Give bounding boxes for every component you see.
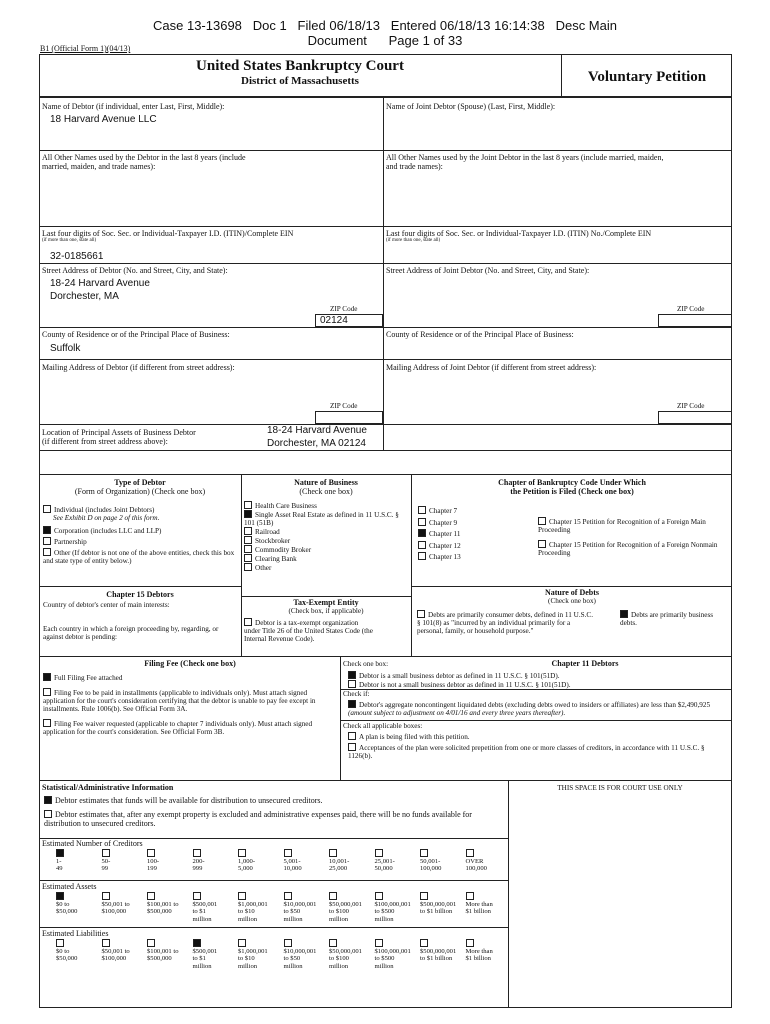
estimate-0-label-5: 5,001- 10,000 — [283, 858, 302, 873]
estimate-2-checkbox-7[interactable] — [375, 939, 383, 947]
estimate-0-label-2: 100- 199 — [147, 858, 160, 873]
chapter-11-check-all: Check all applicable boxes: — [343, 722, 423, 730]
street-line2[interactable]: Dorchester, MA — [50, 291, 119, 302]
estimated-liabilities-options — [56, 939, 506, 973]
ein-sub: (if more than one, state all) — [42, 238, 97, 243]
type-of-debtor-title: Type of Debtor — [114, 478, 166, 487]
estimate-1-option-0[interactable] — [56, 892, 94, 916]
option-fee-waiver[interactable]: Filing Fee waiver requested (applicable to chapter 7 individuals only). Must attach signed application for the court's consideration. See Official Form 3B. — [43, 720, 313, 736]
option-consumer-debts[interactable]: Debts are primarily consumer debts, defined in 11 U.S.C. § 101(8) as "incurred by an individual primarily for a personal, family, or household purpose." — [417, 611, 594, 635]
checkbox-chapter-7[interactable] — [418, 506, 426, 514]
estimate-0-option-4[interactable] — [238, 849, 276, 873]
zip-value[interactable]: 02124 — [320, 315, 348, 326]
option-clearing-bank[interactable]: Clearing Bank — [244, 554, 409, 563]
option-not-small-business[interactable]: Debtor is not a small business debtor as defined in 11 U.S.C. § 101(51D). — [348, 680, 728, 689]
option-chapter-7[interactable]: Chapter 7 — [418, 506, 518, 518]
county-label: County of Residence or of the Principal Place of Business: — [42, 330, 230, 339]
tax-exempt-title: Tax-Exempt Entity — [293, 598, 359, 607]
mailing-zip-label: ZIP Code — [330, 402, 358, 410]
option-acceptances[interactable]: Acceptances of the plan were solicited prepetition from one or more classes of creditors, in accordance with 11 U.S.C. § 1126(b). — [348, 744, 705, 760]
option-small-business[interactable]: Debtor is a small business debtor as defined in 11 U.S.C. § 101(51D). — [348, 671, 728, 680]
joint-other-names-label: All Other Names used by the Joint Debtor in the last 8 years (include married, maiden, and trade names): — [386, 153, 664, 171]
statistical-options — [44, 796, 504, 828]
court-title — [40, 58, 560, 87]
estimate-1-label-5: $10,000,001 to $50 million — [283, 901, 317, 923]
option-railroad[interactable]: Railroad — [244, 527, 409, 536]
estimate-0-label-4: 1,000- 5,000 — [238, 858, 256, 873]
chapter-title: Chapter of Bankruptcy Code Under Which — [498, 478, 646, 487]
estimate-0-option-3[interactable] — [193, 849, 231, 873]
checkbox-partnership[interactable] — [43, 537, 51, 545]
checkbox-clearing-bank[interactable] — [244, 554, 252, 562]
estimate-2-option-1[interactable] — [102, 939, 140, 963]
estimate-2-checkbox-6[interactable] — [329, 939, 337, 947]
estimate-1-checkbox-1[interactable] — [102, 892, 110, 900]
estimate-2-option-5[interactable] — [284, 939, 322, 970]
estimate-0-label-7: 25,001- 50,000 — [374, 858, 395, 873]
joint-ein-label: Last four digits of Soc. Sec. or Individual-Taxpayer I.D. (ITIN) No./Complete EIN — [386, 229, 652, 238]
estimate-0-checkbox-2[interactable] — [147, 849, 155, 857]
estimate-0-option-6[interactable] — [329, 849, 367, 873]
option-other-entity[interactable]: Other (If debtor is not one of the above entities, check this box and state type of entity below.) — [43, 549, 235, 565]
district-name: District of Massachusetts — [241, 75, 359, 87]
option-commodity-broker[interactable]: Commodity Broker — [244, 545, 409, 554]
option-other-business[interactable]: Other — [244, 563, 409, 572]
tax-exempt-header — [242, 599, 410, 615]
checkbox-chapter-13[interactable] — [418, 552, 426, 560]
estimate-1-option-1[interactable] — [102, 892, 140, 916]
estimate-1-label-8: $500,000,001 to $1 billion — [420, 901, 457, 916]
estimate-2-label-3: $500,001 to $1 million — [192, 948, 218, 970]
estimated-creditors-options — [56, 849, 506, 879]
checkbox-chapter-15-nonmain[interactable] — [538, 540, 546, 548]
option-business-debts[interactable]: Debts are primarily business debts. — [620, 611, 714, 627]
estimate-2-label-0: $0 to $50,000 — [56, 948, 78, 963]
form-id: B1 (Official Form 1)(04/13) — [40, 44, 131, 53]
checkbox-business-debts[interactable] — [620, 610, 628, 618]
estimated-assets-options — [56, 892, 506, 926]
estimate-1-option-4[interactable] — [238, 892, 276, 923]
estimate-2-option-6[interactable] — [329, 939, 367, 970]
estimate-1-option-3[interactable] — [193, 892, 231, 923]
nature-of-business-sub: (Check one box) — [299, 487, 353, 496]
estimated-creditors-label: Estimated Number of Creditors — [42, 839, 143, 848]
chapter-11-options — [348, 671, 728, 689]
location-label-1: Location of Principal Assets of Business Debtor — [42, 428, 196, 437]
option-corporation[interactable]: Corporation (includes LLC and LLP) — [43, 526, 238, 535]
estimate-1-option-8[interactable] — [420, 892, 458, 916]
chapter-15-debtors-title: Chapter 15 Debtors — [106, 590, 174, 599]
estimate-2-option-9[interactable] — [466, 939, 504, 963]
estimate-1-option-6[interactable] — [329, 892, 367, 923]
estimate-1-checkbox-5[interactable] — [284, 892, 292, 900]
tax-exempt-option[interactable]: Debtor is a tax-exempt organization under Title 26 of the United States Code (the Internal Revenue Code). — [244, 619, 373, 643]
estimate-0-label-9: OVER 100,000 — [465, 858, 487, 873]
checkbox-full-fee[interactable] — [43, 673, 51, 681]
joint-ein-sub: (if more than one, state all) — [386, 238, 441, 243]
estimate-0-checkbox-3[interactable] — [193, 849, 201, 857]
checkbox-health-care[interactable] — [244, 501, 252, 509]
county-value[interactable]: Suffolk — [50, 343, 81, 354]
estimate-1-option-5[interactable] — [284, 892, 322, 923]
joint-zip-label: ZIP Code — [677, 305, 705, 313]
chapter-11-plan-options — [348, 732, 728, 760]
estimate-1-option-2[interactable] — [147, 892, 185, 916]
estimate-2-label-2: $100,001 to $500,000 — [147, 948, 179, 963]
option-chapter-15-main[interactable]: Chapter 15 Petition for Recognition of a Foreign Main Proceeding — [538, 518, 706, 534]
option-chapter-12[interactable]: Chapter 12 — [418, 541, 518, 553]
estimate-1-checkbox-9[interactable] — [466, 892, 474, 900]
statistical-title: Statistical/Administrative Information — [42, 783, 174, 792]
document-page-line: Document Page 1 of 33 — [307, 33, 463, 48]
checkbox-acceptances[interactable] — [348, 743, 356, 751]
option-health-care[interactable]: Health Care Business — [244, 501, 409, 510]
filing-fee-title: Filing Fee (Check one box) — [144, 659, 236, 668]
other-names-label: All Other Names used by the Debtor in the last 8 years (include married, maiden, and trade names): — [42, 153, 246, 171]
estimate-1-label-2: $100,001 to $500,000 — [147, 901, 179, 916]
estimate-1-checkbox-0[interactable] — [56, 892, 64, 900]
checkbox-consumer-debts[interactable] — [417, 610, 425, 618]
option-chapter-13[interactable]: Chapter 13 — [418, 552, 518, 564]
checkbox-individual[interactable] — [43, 505, 51, 513]
debtor-name-label: Name of Debtor (if individual, enter Last, First, Middle): — [42, 102, 225, 111]
location-line2[interactable]: Dorchester, MA 02124 — [267, 438, 366, 449]
option-no-funds[interactable]: Debtor estimates that, after any exempt property is excluded and administrative expenses paid, there will be no funds available for distribution to unsecured creditors. — [44, 810, 472, 828]
estimate-0-option-8[interactable] — [420, 849, 458, 873]
option-chapter-9[interactable]: Chapter 9 — [418, 518, 518, 530]
option-stockbroker[interactable]: Stockbroker — [244, 536, 409, 545]
estimate-2-checkbox-9[interactable] — [466, 939, 474, 947]
option-funds-available[interactable]: Debtor estimates that funds will be available for distribution to unsecured creditors. — [44, 796, 504, 805]
estimate-0-checkbox-1[interactable] — [102, 849, 110, 857]
nature-of-business-header — [242, 478, 410, 496]
estimate-0-checkbox-9[interactable] — [466, 849, 474, 857]
estimate-0-label-3: 200- 999 — [192, 858, 205, 873]
estimate-2-option-8[interactable] — [420, 939, 458, 963]
estimate-2-label-6: $50,000,001 to $100 million — [329, 948, 362, 970]
checkbox-railroad[interactable] — [244, 527, 252, 535]
checkbox-chapter-12[interactable] — [418, 541, 426, 549]
estimate-2-label-9: More than $1 billion — [465, 948, 493, 963]
debtor-name-value[interactable]: 18 Harvard Avenue LLC — [50, 114, 157, 125]
type-of-debtor-options — [43, 505, 238, 565]
estimate-1-label-1: $50,001 to $100,000 — [101, 901, 130, 916]
estimate-2-checkbox-5[interactable] — [284, 939, 292, 947]
ein-label: Last four digits of Soc. Sec. or Individual-Taxpayer I.D. (ITIN)/Complete EIN — [42, 229, 294, 238]
option-chapter-11[interactable]: Chapter 11 — [418, 529, 518, 541]
chapter-11-title: Chapter 11 Debtors — [551, 659, 619, 668]
checkbox-not-small-business[interactable] — [348, 680, 356, 688]
checkbox-funds-available[interactable] — [44, 796, 52, 804]
estimate-2-checkbox-0[interactable] — [56, 939, 64, 947]
nature-of-business-title: Nature of Business — [294, 478, 358, 487]
chapter-15-pending: Each country in which a foreign proceeding by, regarding, or against debtor is pending: — [43, 625, 219, 641]
estimate-2-label-5: $10,000,001 to $50 million — [283, 948, 317, 970]
type-of-debtor-header — [40, 478, 240, 496]
estimate-2-checkbox-3[interactable] — [193, 939, 201, 947]
case-line: Case 13-13698 Doc 1 Filed 06/18/13 Entered 06/18/13 16:14:38 Desc Main — [153, 18, 617, 33]
estimate-1-checkbox-4[interactable] — [238, 892, 246, 900]
estimate-0-label-0: 1- 49 — [56, 858, 63, 873]
estimate-0-option-2[interactable] — [147, 849, 185, 873]
checkbox-single-asset[interactable] — [244, 510, 252, 518]
checkbox-chapter-9[interactable] — [418, 518, 426, 526]
checkbox-other-entity[interactable] — [43, 548, 51, 556]
estimate-0-option-0[interactable] — [56, 849, 94, 873]
estimated-liabilities-label: Estimated Liabilities — [42, 929, 109, 938]
estimate-1-checkbox-6[interactable] — [329, 892, 337, 900]
estimate-1-label-4: $1,000,001 to $10 million — [238, 901, 268, 923]
estimate-0-checkbox-0[interactable] — [56, 849, 64, 857]
checkbox-chapter-15-main[interactable] — [538, 517, 546, 525]
joint-debtor-name-label: Name of Joint Debtor (Spouse) (Last, First, Middle): — [386, 102, 556, 111]
ein-value[interactable]: 32-0185661 — [50, 251, 104, 262]
estimate-1-checkbox-2[interactable] — [147, 892, 155, 900]
estimate-0-option-7[interactable] — [375, 849, 413, 873]
zip-label: ZIP Code — [330, 305, 358, 313]
checkbox-plan-filed[interactable] — [348, 732, 356, 740]
chapter-11-check-one: Check one box: — [343, 660, 389, 668]
estimate-0-checkbox-5[interactable] — [284, 849, 292, 857]
estimate-1-checkbox-8[interactable] — [420, 892, 428, 900]
option-plan-filed[interactable]: A plan is being filed with this petition. — [348, 732, 728, 741]
joint-mailing-zip-label: ZIP Code — [677, 402, 705, 410]
estimate-2-checkbox-2[interactable] — [147, 939, 155, 947]
estimate-1-checkbox-3[interactable] — [193, 892, 201, 900]
estimate-2-option-7[interactable] — [375, 939, 413, 970]
joint-mailing-label: Mailing Address of Joint Debtor (if different from street address): — [386, 363, 597, 372]
nature-of-debts-title: Nature of Debts — [544, 588, 600, 597]
option-full-fee[interactable]: Full Filing Fee attached — [43, 673, 338, 682]
estimate-2-label-1: $50,001 to $100,000 — [101, 948, 130, 963]
checkbox-fee-waiver[interactable] — [43, 719, 51, 727]
nature-of-debts-sub: (Check one box) — [548, 597, 596, 605]
estimate-2-label-4: $1,000,001 to $10 million — [238, 948, 268, 970]
joint-county-label: County of Residence or of the Principal Place of Business: — [386, 330, 574, 339]
checkbox-commodity-broker[interactable] — [244, 545, 252, 553]
estimated-assets-label: Estimated Assets — [42, 882, 97, 891]
checkbox-chapter-11[interactable] — [418, 529, 426, 537]
option-single-asset[interactable]: Single Asset Real Estate as defined in 11 U.S.C. § 101 (51B) — [244, 511, 399, 527]
estimate-1-label-3: $500,001 to $1 million — [192, 901, 218, 923]
estimate-1-option-7[interactable] — [375, 892, 413, 923]
estimate-1-checkbox-7[interactable] — [375, 892, 383, 900]
nature-of-debts-header — [412, 589, 732, 605]
estimate-2-option-2[interactable] — [147, 939, 185, 963]
location-label — [42, 428, 196, 446]
estimate-2-checkbox-8[interactable] — [420, 939, 428, 947]
estimate-1-label-9: More than $1 billion — [465, 901, 493, 916]
option-chapter-15-nonmain[interactable]: Chapter 15 Petition for Recognition of a Foreign Nonmain Proceeding — [538, 541, 718, 557]
option-installments[interactable]: Filing Fee to be paid in installments (applicable to individuals only). Must attach signed application for the court's consideration certifying that the debtor is unable to pay fee except in installments. Rule 1006(b). See Official Form 3A. — [43, 689, 316, 713]
estimate-0-checkbox-4[interactable] — [238, 849, 246, 857]
exhibit-d-note: See Exhibit D on page 2 of this form. — [53, 514, 160, 522]
filing-fee-options — [43, 673, 338, 736]
estimate-0-label-1: 50- 99 — [101, 858, 111, 873]
street-line1[interactable]: 18-24 Harvard Avenue — [50, 278, 150, 289]
estimate-2-checkbox-4[interactable] — [238, 939, 246, 947]
option-individual[interactable]: Individual (includes Joint Debtors) — [43, 505, 238, 514]
estimate-0-checkbox-7[interactable] — [375, 849, 383, 857]
type-of-debtor-sub: (Form of Organization) (Check one box) — [74, 487, 206, 496]
location-line1[interactable]: 18-24 Harvard Avenue — [267, 425, 367, 436]
estimate-1-label-7: $100,000,001 to $500 million — [374, 901, 411, 923]
checkbox-no-funds[interactable] — [44, 810, 52, 818]
estimate-2-label-8: $500,000,001 to $1 billion — [420, 948, 457, 963]
estimate-0-option-5[interactable] — [284, 849, 322, 873]
checkbox-aggregate-debts[interactable] — [348, 700, 356, 708]
estimate-0-option-1[interactable] — [102, 849, 140, 873]
estimate-2-option-4[interactable] — [238, 939, 276, 970]
estimate-2-label-7: $100,000,001 to $500 million — [374, 948, 411, 970]
chapter-header — [412, 478, 732, 496]
chapter-options — [418, 506, 518, 564]
estimate-2-option-0[interactable] — [56, 939, 94, 963]
option-partnership[interactable]: Partnership — [43, 537, 238, 546]
estimate-1-label-6: $50,000,001 to $100 million — [329, 901, 362, 923]
voluntary-petition-title: Voluntary Petition — [587, 69, 707, 85]
checkbox-tax-exempt[interactable] — [244, 618, 252, 626]
estimate-0-checkbox-8[interactable] — [420, 849, 428, 857]
tax-exempt-sub: (Check box, if applicable) — [288, 607, 364, 615]
estimate-0-option-9[interactable] — [466, 849, 504, 873]
court-name: United States Bankruptcy Court — [196, 58, 404, 74]
checkbox-installments[interactable] — [43, 688, 51, 696]
checkbox-other-business[interactable] — [244, 563, 252, 571]
estimate-1-option-9[interactable] — [466, 892, 504, 916]
checkbox-stockbroker[interactable] — [244, 536, 252, 544]
chapter-15-options — [538, 517, 728, 557]
estimate-0-label-6: 10,001- 25,000 — [329, 858, 350, 873]
estimate-1-label-0: $0 to $50,000 — [56, 901, 78, 916]
option-aggregate-debts[interactable]: Debtor's aggregate noncontingent liquidated debts (excluding debts owed to insiders or affiliates) are less than $2,490,925 (amount subject to adjustment on 4/01/16 and every three years thereafter). — [348, 701, 711, 717]
estimate-0-label-8: 50,001- 100,000 — [420, 858, 442, 873]
street-label: Street Address of Debtor (No. and Street, City, and State): — [42, 266, 228, 275]
checkbox-corporation[interactable] — [43, 526, 51, 534]
checkbox-small-business[interactable] — [348, 671, 356, 679]
joint-street-label: Street Address of Joint Debtor (No. and Street, City, and State): — [386, 266, 590, 275]
nature-of-business-options — [244, 501, 409, 572]
location-label-2: (if different from street address above): — [42, 437, 168, 446]
estimate-2-option-3[interactable] — [193, 939, 231, 970]
mailing-label: Mailing Address of Debtor (if different from street address): — [42, 363, 235, 372]
chapter-11-check-if: Check if: — [343, 690, 370, 698]
court-use-only: THIS SPACE IS FOR COURT USE ONLY — [557, 784, 683, 792]
chapter-15-country: Country of debtor's center of main interests: — [43, 601, 170, 609]
chapter-title-2: the Petition is Filed (Check one box) — [510, 487, 634, 496]
estimate-0-checkbox-6[interactable] — [329, 849, 337, 857]
estimate-2-checkbox-1[interactable] — [102, 939, 110, 947]
